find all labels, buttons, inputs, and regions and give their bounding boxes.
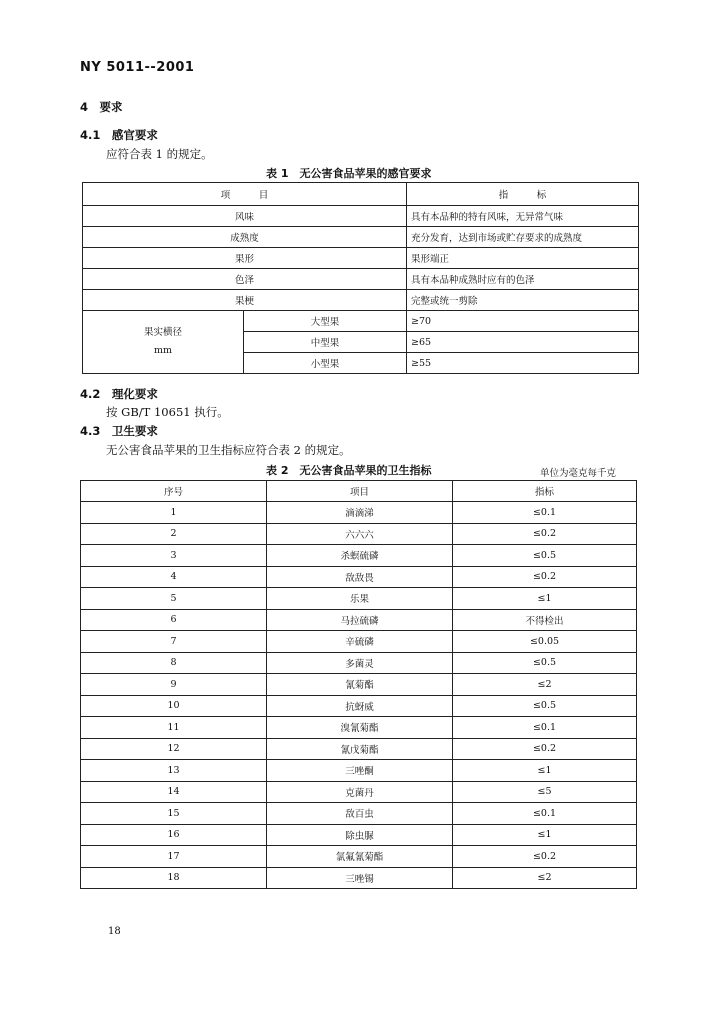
table-row bbox=[81, 545, 637, 567]
section-4-2-title: 4.2 理化要求 bbox=[80, 387, 158, 401]
table1-header-row bbox=[83, 183, 639, 206]
table2-no-cell: 10 bbox=[81, 695, 267, 717]
table2-value-cell: ≤2 bbox=[453, 674, 637, 696]
table1-value-cell: ≥55 bbox=[407, 353, 639, 374]
table2-no-cell: 2 bbox=[81, 523, 267, 545]
table2-no-cell: 6 bbox=[81, 609, 267, 631]
table-row bbox=[81, 652, 637, 674]
table-row bbox=[81, 760, 637, 782]
page-number: 18 bbox=[108, 926, 121, 937]
table2-no-cell: 12 bbox=[81, 738, 267, 760]
table2-item-cell: 氰戊菊酯 bbox=[267, 738, 453, 760]
section-4-1-title: 4.1 感官要求 bbox=[80, 128, 158, 142]
table-row bbox=[83, 311, 639, 332]
table2-value-cell: ≤1 bbox=[453, 824, 637, 846]
table-row bbox=[81, 674, 637, 696]
table2-item-cell: 三唑酮 bbox=[267, 760, 453, 782]
table2-header-no: 序号 bbox=[81, 481, 267, 502]
table2-item-cell: 抗蚜威 bbox=[267, 695, 453, 717]
table2-no-cell: 11 bbox=[81, 717, 267, 739]
table2-value-cell: ≤0.2 bbox=[453, 738, 637, 760]
table2-value-cell: ≤0.1 bbox=[453, 502, 637, 524]
table1-value-cell: 具有本品种成熟时应有的色泽 bbox=[407, 269, 639, 290]
table-row bbox=[81, 867, 637, 889]
table1-value-cell: 充分发育，达到市场或贮存要求的成熟度 bbox=[407, 227, 639, 248]
table2-item-cell: 多菌灵 bbox=[267, 652, 453, 674]
table2-value-cell: ≤5 bbox=[453, 781, 637, 803]
table2-body bbox=[81, 502, 637, 889]
table-row bbox=[83, 206, 639, 227]
table-row bbox=[81, 502, 637, 524]
table2-item-cell: 溴氰菊酯 bbox=[267, 717, 453, 739]
table-row bbox=[81, 609, 637, 631]
hygiene-index-table bbox=[80, 480, 637, 889]
table2-no-cell: 3 bbox=[81, 545, 267, 567]
table1-caption: 表 1 无公害食品苹果的感官要求 bbox=[266, 167, 432, 180]
table2-no-cell: 13 bbox=[81, 760, 267, 782]
table1-diameter-unit: mm bbox=[153, 345, 173, 356]
table2-value-cell: ≤0.1 bbox=[453, 717, 637, 739]
table-row bbox=[83, 290, 639, 311]
table2-value-cell: ≤0.1 bbox=[453, 803, 637, 825]
table2-no-cell: 7 bbox=[81, 631, 267, 653]
table2-item-cell: 滴滴涕 bbox=[267, 502, 453, 524]
table2-no-cell: 15 bbox=[81, 803, 267, 825]
table-row bbox=[81, 781, 637, 803]
table2-no-cell: 8 bbox=[81, 652, 267, 674]
table2-item-cell: 氰菊酯 bbox=[267, 674, 453, 696]
table2-value-cell: ≤0.2 bbox=[453, 523, 637, 545]
table-row bbox=[81, 717, 637, 739]
table2-value-cell: ≤1 bbox=[453, 760, 637, 782]
table-row bbox=[81, 566, 637, 588]
table1-diameter-label-cell bbox=[83, 311, 244, 374]
table-row bbox=[83, 248, 639, 269]
table2-item-cell: 克菌丹 bbox=[267, 781, 453, 803]
table2-value-cell: ≤1 bbox=[453, 588, 637, 610]
table2-no-cell: 9 bbox=[81, 674, 267, 696]
table2-header-row bbox=[81, 481, 637, 502]
table2-value-cell: ≤0.5 bbox=[453, 695, 637, 717]
table1-header-index: 指 标 bbox=[407, 183, 639, 206]
sensory-requirements-table bbox=[82, 182, 639, 374]
table-row bbox=[81, 631, 637, 653]
table-row bbox=[81, 523, 637, 545]
table2-no-cell: 14 bbox=[81, 781, 267, 803]
section-4-2-text: 按 GB/T 10651 执行。 bbox=[106, 405, 229, 419]
table2-item-cell: 马拉硫磷 bbox=[267, 609, 453, 631]
section-4-1-text: 应符合表 1 的规定。 bbox=[106, 147, 213, 161]
table-row bbox=[81, 824, 637, 846]
table2-no-cell: 18 bbox=[81, 867, 267, 889]
table2-item-cell: 除虫脲 bbox=[267, 824, 453, 846]
table1-value-cell: 果形端正 bbox=[407, 248, 639, 269]
table2-value-cell: ≤2 bbox=[453, 867, 637, 889]
table-row bbox=[81, 846, 637, 868]
table2-no-cell: 16 bbox=[81, 824, 267, 846]
table2-value-cell: ≤0.2 bbox=[453, 566, 637, 588]
table1-item-cell: 色泽 bbox=[83, 269, 407, 290]
table1-diameter-label: 果实横径 bbox=[143, 327, 182, 338]
table1-size-cell: 小型果 bbox=[244, 353, 407, 374]
section-4-3-title: 4.3 卫生要求 bbox=[80, 424, 158, 438]
table1-item-cell: 果形 bbox=[83, 248, 407, 269]
table2-unit-note: 单位为毫克每千克 bbox=[540, 468, 617, 479]
table2-item-cell: 六六六 bbox=[267, 523, 453, 545]
table2-value-cell: 不得检出 bbox=[453, 609, 637, 631]
table2-value-cell: ≤0.05 bbox=[453, 631, 637, 653]
table-row bbox=[83, 269, 639, 290]
table-row bbox=[81, 695, 637, 717]
table2-value-cell: ≤0.5 bbox=[453, 652, 637, 674]
table-row bbox=[83, 227, 639, 248]
table2-item-cell: 氯氟氰菊酯 bbox=[267, 846, 453, 868]
table1-item-cell: 风味 bbox=[83, 206, 407, 227]
table2-no-cell: 5 bbox=[81, 588, 267, 610]
table2-item-cell: 乐果 bbox=[267, 588, 453, 610]
table2-no-cell: 4 bbox=[81, 566, 267, 588]
table2-caption: 表 2 无公害食品苹果的卫生指标 bbox=[266, 464, 432, 477]
table1-value-cell: 具有本品种的特有风味，无异常气味 bbox=[407, 206, 639, 227]
table2-value-cell: ≤0.5 bbox=[453, 545, 637, 567]
table1-size-cell: 大型果 bbox=[244, 311, 407, 332]
table1-header-item: 项 目 bbox=[83, 183, 407, 206]
table2-no-cell: 1 bbox=[81, 502, 267, 524]
section-4-3-text: 无公害食品苹果的卫生指标应符合表 2 的规定。 bbox=[106, 443, 351, 457]
table2-value-cell: ≤0.2 bbox=[453, 846, 637, 868]
table2-item-cell: 辛硫磷 bbox=[267, 631, 453, 653]
table2-item-cell: 敌敌畏 bbox=[267, 566, 453, 588]
table2-item-cell: 敌百虫 bbox=[267, 803, 453, 825]
table2-no-cell: 17 bbox=[81, 846, 267, 868]
table1-value-cell: ≥65 bbox=[407, 332, 639, 353]
table-row bbox=[81, 588, 637, 610]
table1-value-cell: 完整或统一剪除 bbox=[407, 290, 639, 311]
table2-header-item: 项目 bbox=[267, 481, 453, 502]
table2-header-index: 指标 bbox=[453, 481, 637, 502]
document-code: NY 5011--2001 bbox=[80, 60, 195, 75]
table1-size-cell: 中型果 bbox=[244, 332, 407, 353]
table2-item-cell: 杀螟硫磷 bbox=[267, 545, 453, 567]
table1-item-cell: 果梗 bbox=[83, 290, 407, 311]
table-row bbox=[81, 803, 637, 825]
section-4-title: 4 要求 bbox=[80, 100, 123, 114]
table-row bbox=[81, 738, 637, 760]
table2-item-cell: 三唑锡 bbox=[267, 867, 453, 889]
table1-item-cell: 成熟度 bbox=[83, 227, 407, 248]
table1-value-cell: ≥70 bbox=[407, 311, 639, 332]
